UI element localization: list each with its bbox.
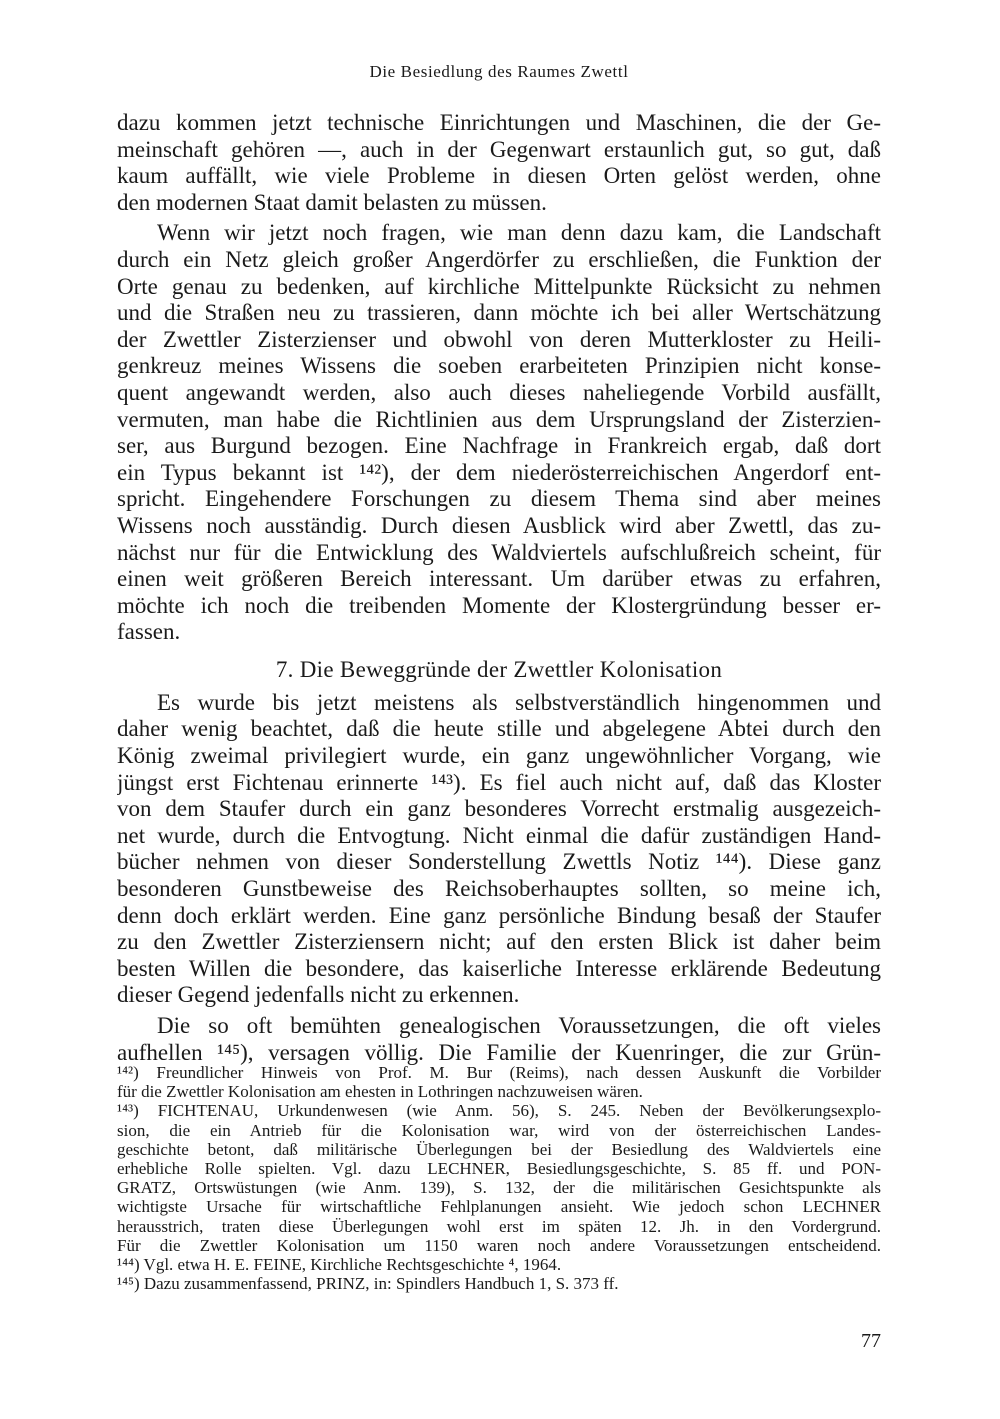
footnote-line: erhebliche Rolle spielten. Vgl. dazu LECHNER, Besiedlungsgeschichte, S. 85 ff. und PON- xyxy=(117,1158,881,1178)
text-line: aufhellen ¹⁴⁵), versagen völlig. Die Familie der Kuenringer, die zur Grün- xyxy=(117,1039,881,1065)
text-line: einen weit größeren Bereich interessant. Um darüber etwas zu erfahren, xyxy=(117,566,881,592)
text-line: spricht. Eingehendere Forschungen zu diesem Thema sind aber meines xyxy=(117,486,881,512)
text-line: König zweimal privilegiert wurde, ein ganz ungewöhnlicher Vorgang, wie xyxy=(117,743,881,769)
text-line: zu den Zwettler Zisterziensern nicht; auf den ersten Blick ist daher beim xyxy=(117,929,881,955)
text-line: Wissens noch ausständig. Durch diesen Ausblick wird aber Zwettl, das zu- xyxy=(117,512,881,538)
text-line: quent angewandt werden, also auch dieses naheliegende Vorbild ausfällt, xyxy=(117,379,881,405)
footnote-line: für die Zwettler Kolonisation am ehesten in Lothringen nachzuweisen wären. xyxy=(117,1082,643,1102)
text-line: fassen. xyxy=(117,619,181,645)
running-header: Die Besiedlung des Raumes Zwettl xyxy=(369,62,629,81)
text-line: dazu kommen jetzt technische Einrichtungen und Maschinen, die der Ge- xyxy=(117,110,881,135)
text-line: denn doch erklärt werden. Eine ganz persönliche Bindung besaß der Staufer xyxy=(117,902,881,928)
text-line: Die so oft bemühten genealogischen Voraussetzungen, die oft vieles xyxy=(157,1013,881,1038)
footnote-line: ¹⁴³) FICHTENAU, Urkundenwesen (wie Anm. 56), S. 245. Neben der Bevölkerungsexplo- xyxy=(117,1101,881,1121)
footnote-line: herausstrich, traten diese Überlegungen wohl erst im späten 12. Jh. in den Vordergrund. xyxy=(117,1216,881,1236)
text-line: nächst nur für die Entwicklung des Waldviertels aufschlußreich scheint, für xyxy=(117,539,881,565)
text-line: durch ein Netz gleich großer Angerdörfer zu erschließen, die Funktion der xyxy=(117,246,881,272)
text-line: besten Willen die besondere, das kaiserliche Interesse erklärende Bedeutung xyxy=(117,955,881,981)
text-line: den modernen Staat damit belasten zu müssen. xyxy=(117,189,547,215)
text-line: der Zwettler Zisterzienser und obwohl von deren Mutterkloster zu Heili- xyxy=(117,326,881,352)
text-line: vermuten, man habe die Richtlinien aus dem Ursprungsland der Zisterzien- xyxy=(117,406,881,432)
text-line: kaum auffällt, wie viele Probleme in diesen Orten gelöst werden, ohne xyxy=(117,163,881,189)
main-text xyxy=(117,110,881,1066)
text-line: ein Typus bekannt ist ¹⁴²), der dem niederösterreichischen Angerdorf ent- xyxy=(117,459,881,485)
page-number: 77 xyxy=(861,1330,881,1352)
footnote-line: geschichte betont, daß militärische Überlegungen bei der Besiedlung des Waldviertels eine xyxy=(117,1139,881,1159)
text-line: meinschaft gehören —, auch in der Gegenwart erstaunlich gut, so gut, daß xyxy=(117,136,881,162)
section-heading: 7. Die Beweggründe der Zwettler Kolonisation xyxy=(275,656,723,682)
footnote-line: ¹⁴²) Freundlicher Hinweis von Prof. M. Bur (Reims), nach dessen Auskunft die Vorbilder xyxy=(117,1063,881,1082)
text-line: net wurde, durch die Entvogtung. Nicht einmal die dafür zuständigen Hand- xyxy=(117,822,881,848)
text-line: Orte genau zu bedenken, auf kirchliche Mittelpunkte Rücksicht zu nehmen xyxy=(117,273,881,299)
text-line: dieser Gegend jedenfalls nicht zu erkennen. xyxy=(117,982,520,1008)
footnotes xyxy=(117,1063,881,1293)
footnote-line: Für die Zwettler Kolonisation um 1150 waren noch andere Voraussetzungen entscheidend. xyxy=(117,1235,881,1255)
text-line: bücher nehmen von dieser Sonderstellung Zwettls Notiz ¹⁴⁴). Diese ganz xyxy=(117,849,881,875)
text-line: Wenn wir jetzt noch fragen, wie man denn dazu kam, die Landschaft xyxy=(157,220,881,246)
text-line: genkreuz meines Wissens die soeben erarbeiteten Prinzipien nicht konse- xyxy=(117,353,881,379)
text-line: und die Straßen neu zu trassieren, dann möchte ich bei aller Wertschätzung xyxy=(117,300,881,326)
text-line: besonderen Gunstbeweise des Reichsoberhauptes sollten, so meine ich, xyxy=(117,876,881,902)
text-line: von dem Staufer durch ein ganz besonderes Vorrecht erstmalig ausgezeich- xyxy=(117,796,881,822)
text-line: jüngst erst Fichtenau erinnerte ¹⁴³). Es fiel auch nicht auf, daß das Kloster xyxy=(117,769,881,795)
footnote-line: GRATZ, Ortswüstungen (wie Anm. 139), S. 132, der die militärischen Gesichtspunkte als xyxy=(117,1178,881,1198)
footnote-line: ¹⁴⁵) Dazu zusammenfassend, PRINZ, in: Spindlers Handbuch 1, S. 373 ff. xyxy=(117,1274,619,1294)
footnote-line: sion, die ein Antrieb für die Kolonisation war, wird von der österreichischen Landes- xyxy=(117,1120,881,1140)
footnote-line: ¹⁴⁴) Vgl. etwa H. E. FEINE, Kirchliche Rechtsgeschichte ⁴, 1964. xyxy=(117,1254,562,1274)
text-line: möchte ich noch die treibenden Momente der Klostergründung besser er- xyxy=(117,592,881,618)
text-line: daher wenig beachtet, daß die heute stille und abgelegene Abtei durch den xyxy=(117,716,881,742)
text-line: ser, aus Burgund bezogen. Eine Nachfrage in Frankreich ergab, daß dort xyxy=(117,433,881,459)
text-line: Es wurde bis jetzt meistens als selbstverständlich hingenommen und xyxy=(157,689,881,715)
footnote-line: wichtigste Ursache für wirtschaftliche Fehlplanungen ansieht. Wie jedoch schon LECHNER xyxy=(117,1197,881,1217)
